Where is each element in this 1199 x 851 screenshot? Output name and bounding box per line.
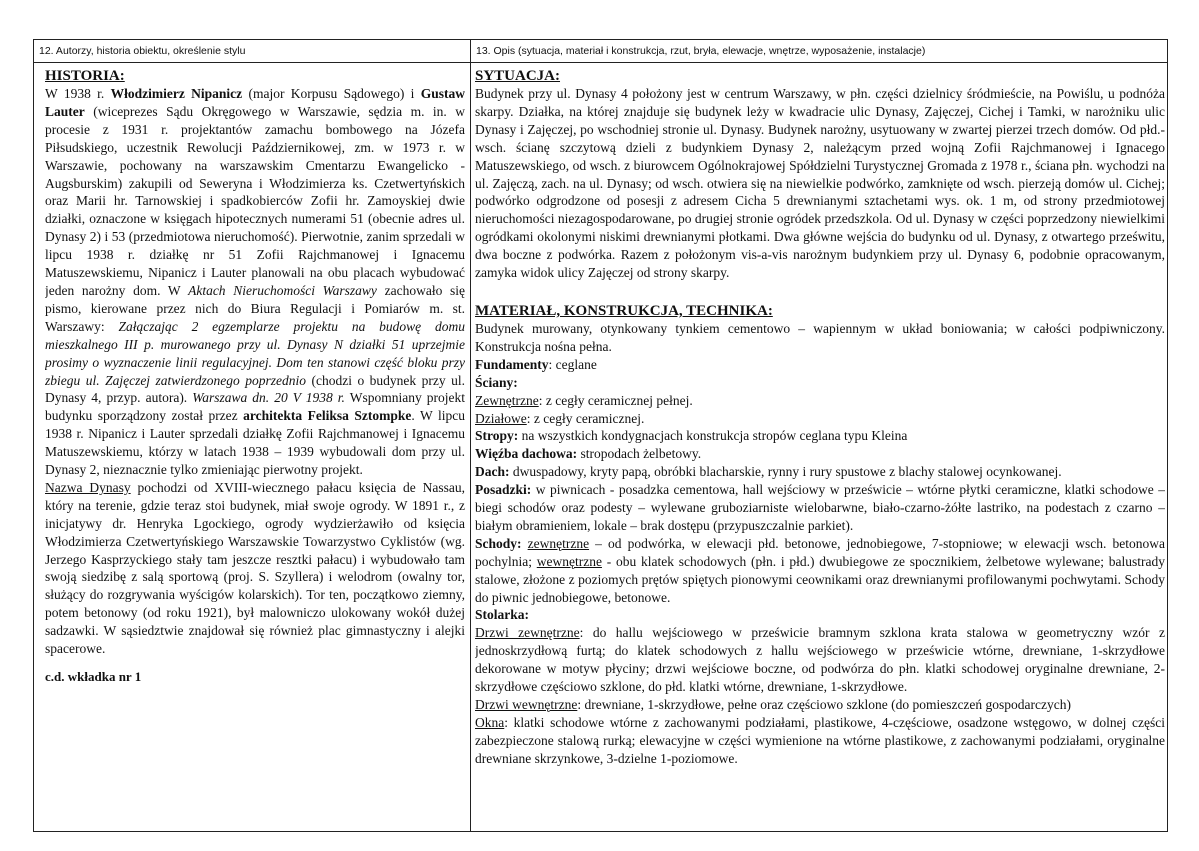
header-left: 12. Autorzy, historia obiektu, określenie stylu (39, 45, 246, 57)
form-sheet (33, 39, 1168, 832)
value: dwuspadowy, kryty papą, obróbki blacharskie, rynny i rury spustowe z blachy stalowej ocynkowanej. (509, 464, 1062, 480)
sublabel: zewnętrzne (527, 535, 590, 551)
value: w piwnicach - posadzka cementowa, hall wejściowy w prześwicie – wtórne płytki ceramiczne, klatki schodowe – biegi schodów oraz podesty – wylewane gruboziarniste wielobarwne, biało-czarno-żółte lastriko, na podestach z czarno – białym obramieniem, lokale – brak dostępu (przypuszczalnie parkiet). (475, 482, 1165, 533)
left-column (45, 67, 465, 827)
sytuacja-heading: SYTUACJA: (475, 68, 561, 84)
material-intro: Budynek murowany, otynkowany tynkiem cementowo – wapiennym w układ boniowania; w całości podpiwniczony. Konstrukcja nośna pełna. (475, 320, 1165, 354)
header-right: 13. Opis (sytuacja, materiał i konstrukcja, rzut, bryła, elewacje, wnętrze, wyposażenie, instalacje) (476, 45, 926, 57)
stolarka-line (475, 606, 1165, 624)
header-row (34, 40, 1167, 63)
spacer (475, 282, 1165, 302)
schody-paragraph (475, 535, 1165, 607)
zewnetrzne-line (475, 392, 1165, 410)
drzwi-wewnetrzne-paragraph (475, 696, 1165, 714)
text-run: (chodzi o budynek przy ul. Dynasy 4, przyp. autora). (45, 372, 465, 406)
text-run: (wiceprezes Sądu Okręgowego w Warszawie, sędzia m. in. w procesie z 1931 r. projektantów zamachu bombowego na Józefa Piłsudskiego, uczestnik Rewolucji Październikowej, zm. w 1973 r. w Warszawie, pochowany na warszawskim Cmentarzu Ewangelicko - Augsburskim) zakupili od Seweryna i Włodzimierza ks. Czetwertyńskich oraz Marii hr. Tarnowskiej i spadkobierców Zofii hr. Zamoyskiej dwie działki, oznaczone w księgach hipotecznych numerami 51 (obecnie adres ul. Dynasy 2) i 53 (przedmiotowa nieruchomość). Pierwotnie, zanim sprzedali w lipcu 1938 r. działkę nr 51 Zofii Rajchmanowej i Ignacemu Matuszewskiemu, Nipanicz i Lauter planowali na obu placach wybudować jeden narożny dom. W (45, 103, 465, 298)
sciany-line (475, 374, 1165, 392)
quotation: Załączając 2 egzemplarze projektu na budowę domu mieszkalnego III p. murowanego przy ul. Dynasy N działki 51 uprzejmie prosimy o wyznaczenie linii regulacyjnej. Dom ten stanowi część bloku przy zbiegu ul. Zajęczej zatwierdzonego poprzednio (45, 318, 465, 388)
label: Działowe (475, 410, 527, 426)
value: stropodach żelbetowy. (577, 446, 702, 462)
text-run: (major Korpusu Sądowego) i (242, 86, 421, 101)
underlined-term: Nazwa Dynasy (45, 479, 131, 495)
continuation-note: c.d. wkładka nr 1 (45, 669, 142, 684)
material-heading: MATERIAŁ, KONSTRUKCJA, TECHNIKA: (475, 302, 773, 319)
value: : do hallu wejściowego w prześwicie bramnym szklona krata stalowa w geometryczny wzór z jednoskrzydłową furtą; do klatek schodowych z hallu wejściowego w prześwicie wtórne, drewniane, 1-skrzydłowe dekorowane w motyw płyciny; drzwi wejściowe boczne, od podwórza do płn. klatki schodowej oryginalne drewniane, 2-skrzydłowe częściowo szklone, do płd. klatki wtórne, drewniane, 1-skrzydłowe. (475, 625, 1165, 695)
text-run: . W lipcu 1938 r. Nipanicz i Lauter sprzedali działkę Zofii Rajchmanowej i Ignacemu Matuszewskiemu, którzy w latach 1938 – 1939 wybudowali dom przy ul. Dynasy 2, nieznacznie tylko zmieniając pierwotny projekt. (45, 408, 465, 478)
column-divider (470, 40, 471, 831)
wiezba-line (475, 445, 1165, 463)
value: : ceglane (548, 356, 597, 372)
value: : z cegły ceramicznej pełnej. (538, 392, 693, 408)
text-run: zachowało się pismo, kierowane przez nich do Biura Regulacji i Pomiarów m. st. Warszawy: (45, 282, 465, 334)
posadzki-paragraph (475, 481, 1165, 535)
okna-paragraph (475, 714, 1165, 768)
author-name: Włodzimierz Nipanicz (110, 86, 243, 101)
text-run: W 1938 r. (45, 86, 111, 101)
historia-paragraph-1 (45, 85, 465, 479)
text-run: Wspomniany projekt budynku sporządzony został przez (45, 390, 465, 424)
label: Fundamenty (475, 356, 549, 372)
drzwi-zewnetrzne-paragraph (475, 624, 1165, 696)
sublabel: wewnętrzne (536, 553, 602, 569)
fundamenty-line (475, 356, 1165, 374)
historia-paragraph-2 (45, 479, 465, 658)
source-title: Aktach Nieruchomości Warszawy (188, 282, 377, 298)
label: Dach: (475, 464, 510, 480)
sublabel: Drzwi zewnętrzne (475, 625, 580, 641)
historia-heading: HISTORIA: (45, 68, 125, 84)
value: - obu klatek schodowych (płn. i płd.) dwubiegowe ze spocznikiem, żelbetowe wylewane; balustrady stalowe, złożone z poziomych prętów spiętych pionowymi ceownikami oraz drewnianymi profilowanymi pochwytami. Schody do piwnic jednobiegowe, betonowe. (475, 553, 1165, 605)
label: Stropy: (475, 428, 519, 444)
sublabel: Okna (475, 714, 505, 730)
value: : drewniane, 1-skrzydłowe, pełne oraz częściowo szklone (do pomieszczeń gospodarczych) (577, 697, 1072, 712)
sublabel: Drzwi wewnętrzne (475, 697, 578, 712)
value: : klatki schodowe wtórne z zachowanymi podziałami, plastikowe, 4-częściowe, osadzone wstęgowo, w dolnej części zabezpieczone stalową rurką; elewacyjne w części wymienione na wtórne plastikowe, z zachowanymi podziałami, oryginalne drewniane skrzynkowe, 3-dzielne 1-poziomowe. (475, 714, 1165, 766)
architect-name: architekta Feliksa Sztompke (243, 408, 412, 424)
sytuacja-paragraph: Budynek przy ul. Dynasy 4 położony jest w centrum Warszawy, w płn. części dzielnicy śródmieście, na Powiślu, u podnóża skarpy. Działka, na której znajduje się budynek leży w kwadracie ulic Dynasy, Zajęczej, Cichej i Tamki, w narożniku ulic Dynasy i Zajęczej, po wschodniej stronie ul. Dynasy. Budynek narożny, usytuowany w zwartej pierzei trzech domów. Od płd.-wsch. ścianę szczytową dzieli z budynkiem Dynasy 2, należącym przed wojną Zofii Rajchmanowej i Ignacego Matuszewskiego, od wsch. z biurowcem Ogólnokrajowej Spółdzielni Turystycznej Gromada z 1978 r., ściana płn. wychodzi na ul. Zajęczą, zach. na ul. Dynasy; od wsch. otwiera się na niewielkie podwórko, zamknięte od wsch. pierzeją domów ul. Cichej; podwórko odgrodzone od posesji z adresem Cicha 5 drewnianymi sztachetami wys. ok. 1 m, od strony przedmiotowej nieruchomości niezagospodarowane, po drugiej stronie ogródek przedszkola. Od ul. Dynasy w części poprzedzony niewielkimi ogródkami okolonymi niskimi drewnianymi płotkami. Dwa główne wejścia do budynku od ul. Dynasy, z otwartego prześwitu, dwa boczne z podwórka. Razem z położonym vis-a-vis narożnym budynkiem przy ul. Dynasy 6, podobnie opracowanym, zamyka widok ulicy Zajęczej od strony skarpy. (475, 86, 1165, 281)
dach-line (475, 463, 1165, 481)
stropy-line (475, 427, 1165, 445)
author-name: Gustaw Lauter (45, 86, 465, 119)
label: Ściany: (475, 374, 518, 390)
quotation-date: Warszawa dn. 20 V 1938 r. (192, 390, 345, 406)
dzialowe-line (475, 410, 1165, 428)
value: : z cegły ceramicznej. (526, 410, 645, 426)
text-run: pochodzi od XVIII-wiecznego pałacu księcia de Nassau, który na terenie, gdzie teraz stoi budynek, miał swoje ogrody. W 1891 r., z inicjatywy dr. Henryka Lgockiego, ogrody wydzierżawiło od księcia Włodzimierza Czetwertyńskiego Warszawskie Towarzystwo Cyklistów (wg. Jerzego Kasprzyckiego stały tam jeszcze resztki pałacu) i wybudowało tam swoją siedzibę z salą sportową (proj. S. Szyllera) i welodrom (owalny tor, służący do rozgrywania wyścigów kolarskich). Tor ten, początkowo ziemny, potem betonowy (od roku 1921), był malowniczo ulokowany wokół dużej sadzawki. W sąsiedztwie znajdował się również plac gimnastyczny i alejki spacerowe. (45, 479, 465, 657)
label: Posadzki: (475, 482, 532, 498)
label: Stolarka: (475, 607, 529, 623)
value: na wszystkich kondygnacjach konstrukcja stropów ceglana typu Kleina (518, 428, 908, 444)
value: – od podwórka, w elewacji płd. betonowe, jednobiegowe, 7-stopniowe; w elewacji wsch. betonowa pochylnia; (475, 535, 1165, 569)
right-column (475, 67, 1165, 827)
label: Zewnętrzne (475, 392, 539, 408)
label: Schody: (475, 535, 522, 551)
label: Więźba dachowa: (475, 446, 578, 462)
